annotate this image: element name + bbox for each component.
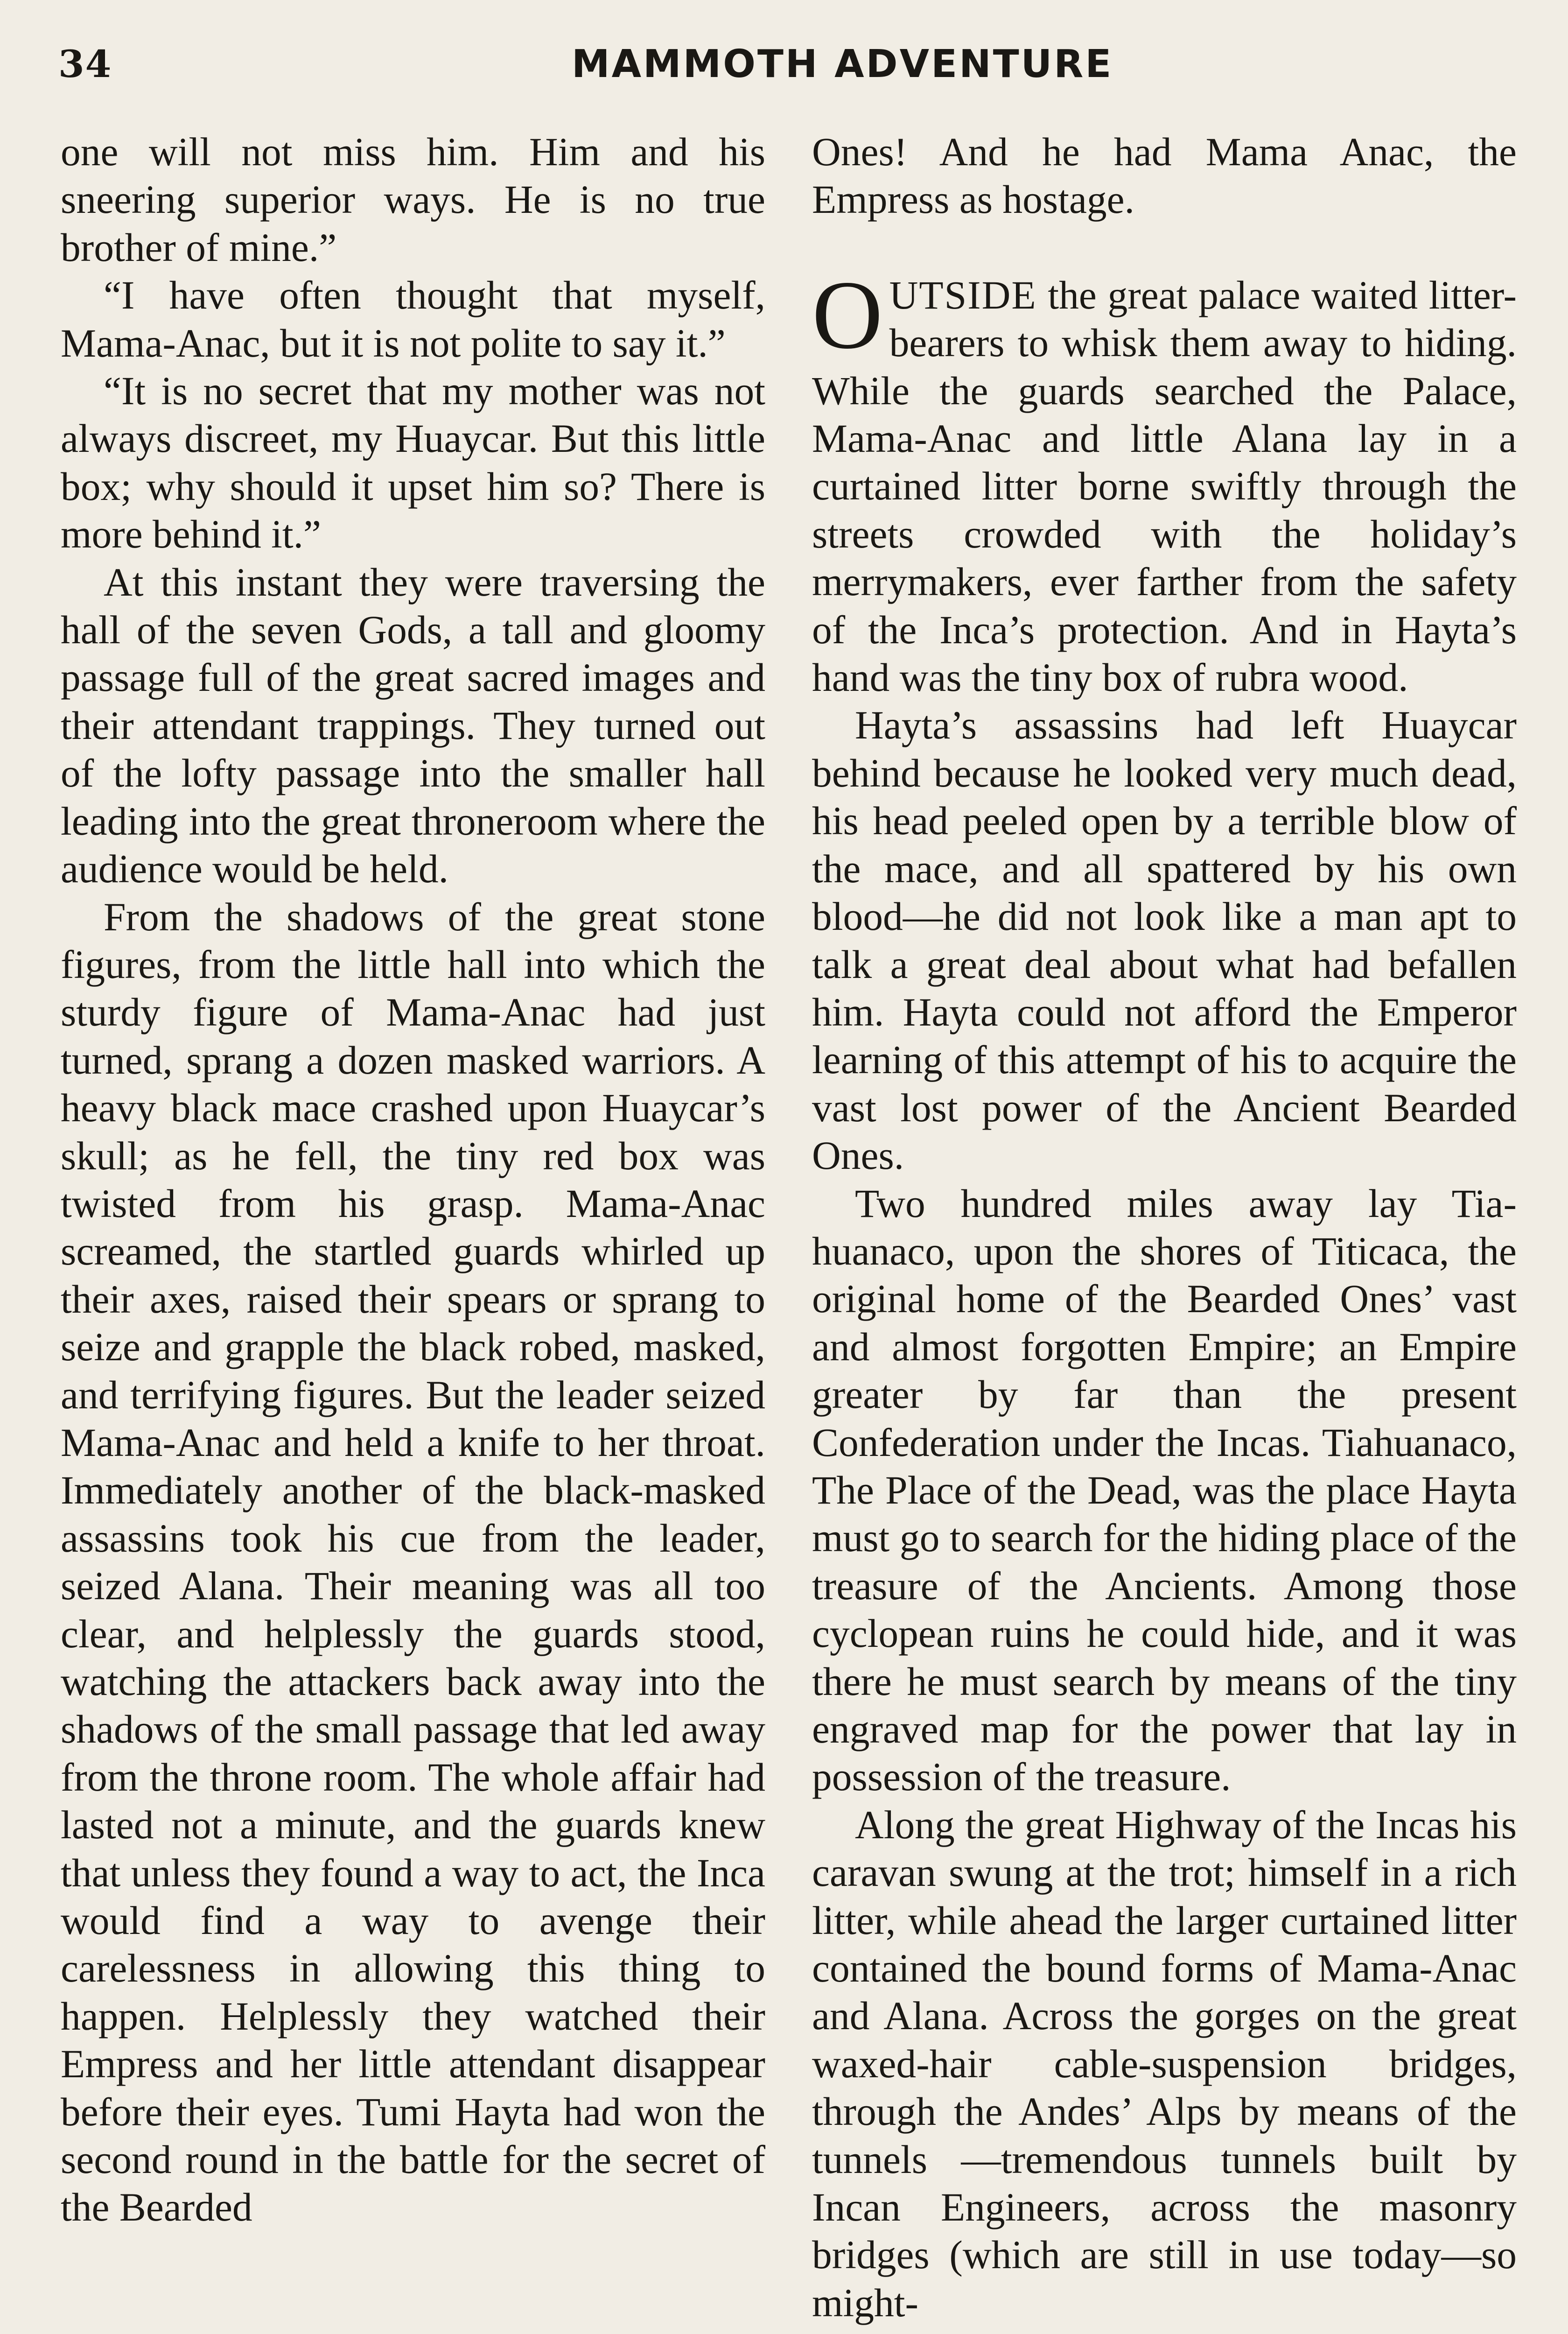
left-column — [61, 128, 765, 2232]
paragraph: Two hundred miles away lay Tiahuanaco, upon the shores of Titicaca, the original home of the Bearded Ones’ vast and almost forgotten Empire; an Empire greater by far than the present Confederation under the Incas. Tiahuanaco, The Place of the Dead, was the place Hayta must go to search for the hiding place of the treasure of the Ancients. Among those cyclopean ruins he could hide, and it was there he must search by means of the tiny engraved map for the power that lay in possession of the treasure. — [812, 1181, 1517, 1800]
paragraph: one will not miss him. Him and his sneering superior ways. He is no true brother of mine.” — [61, 130, 765, 270]
drop-cap: O — [812, 260, 883, 369]
right-column — [812, 128, 1517, 2327]
lead-in-word: UTSIDE — [889, 273, 1037, 317]
running-head: MAMMOTH ADVENTURE — [572, 42, 1113, 86]
page-number: 34 — [58, 42, 112, 86]
paragraph: Hayta’s assassins had left Huaycar behind because he looked very much dead, his head peeled open by a terrible blow of the mace, and all spattered by his own blood—he did not look like a man apt to talk a great deal about what had befallen him. Hayta could not afford the Emperor learning of this attempt of his to acquire the vast lost power of the Ancient Bearded Ones. — [812, 703, 1517, 1178]
paragraph: “It is no secret that my mother was not always discreet, my Huaycar. But this little box; why should it upset him so? There is more behind it.” — [61, 369, 765, 557]
paragraph: From the shadows of the great stone figures, from the little hall into which the sturdy figure of Mama-Anac had just turned, sprang a dozen masked warriors. A heavy black mace crashed upon Huaycar’s skull; as he fell, the tiny red box was twisted from his grasp. Mama-Anac screamed, the startled guards whirled up their axes, raised their spears or sprang to seize and grapple the black robed, masked, and terrifying figures. But the leader seized Mama-Anac and held a knife to her throat. Immediately another of the black-masked assassins took his cue from the leader, seized Alana. Their meaning was all too clear, and helplessly the guards stood, watching the attackers back away into the shadows of the small passage that led away from the throne room. The whole affair had lasted not a minute, and the guards knew that unless they found a way to act, the Inca would find a way to avenge their carelessness in allowing this thing to happen. Helplessly they watched their Empress and her little attendant disappear before their eyes. Tumi Hayta had won the second round in the battle for the secret of the Bearded — [61, 895, 765, 2230]
paragraph-text: the great palace waited litter-bearers to whisk them away to hiding. While the guards searched the Palace, Mama-Anac and little Alana lay in a curtained litter borne swiftly through the streets crowded with the holiday’s merrymakers, ever farther from the safety of the Inca’s protection. And in Hayta’s hand was the tiny box of rubra wood. — [812, 273, 1517, 700]
paragraph: Ones! And he had Mama Anac, the Empress as hostage. — [812, 130, 1517, 222]
paragraph: At this instant they were traversing the hall of the seven Gods, a tall and gloomy passage full of the great sacred images and their attendant trappings. They turned out of the lofty passage into the smaller hall leading into the great throneroom where the audience would be held. — [61, 560, 765, 892]
section-opening-paragraph — [812, 260, 1517, 702]
paragraph: “I have often thought that myself, Mama-Anac, but it is not polite to say it.” — [61, 274, 765, 366]
paragraph: Along the great Highway of the Incas his caravan swung at the trot; himself in a rich litter, while ahead the larger curtained litter contained the bound forms of Mama-Anac and Alana. Across the gorges on the great waxed-hair cable-suspension bridges, through the Andes’ Alps by means of the tunnels —tremendous tunnels built by Incan Engineers, across the masonry bridges (which are still in use today—so might- — [812, 1803, 1517, 2325]
page-header — [58, 33, 1510, 98]
